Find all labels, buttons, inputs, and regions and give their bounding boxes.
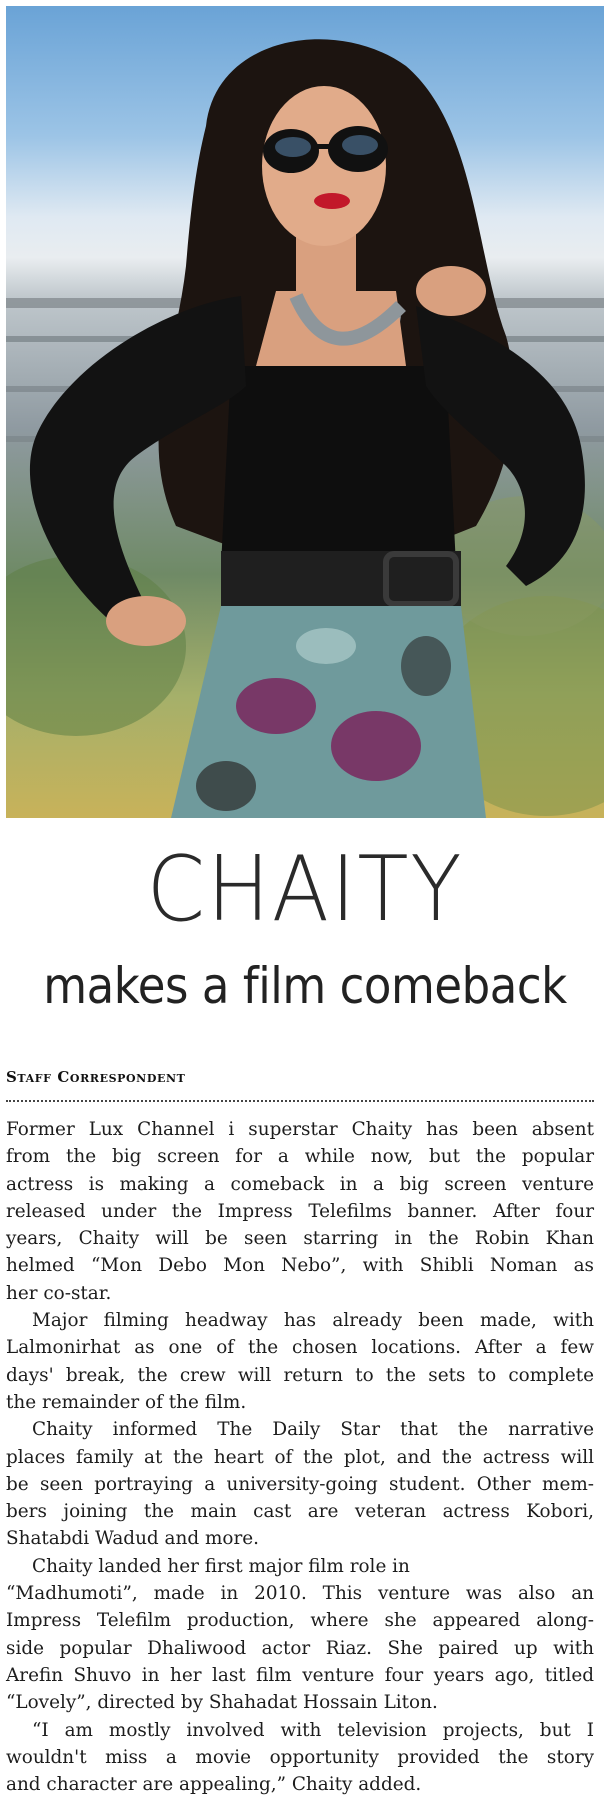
dotted-divider [6, 1100, 594, 1102]
body-line: Former Lux Channel i superstar Chaity has been absent [6, 1119, 594, 1140]
body-line: actress is making a comeback in a big screen venture [6, 1173, 594, 1195]
body-line: Major filming headway has already been made, with [32, 1310, 594, 1332]
body-line: be seen portraying a university-going student. Other mem- [6, 1473, 594, 1495]
body-line: and character are appealing,” Chaity added. [6, 1774, 422, 1796]
portrait-illustration [6, 6, 604, 818]
body-line: helmed “Mon Debo Mon Nebo”, with Shibli Noman as [6, 1255, 594, 1277]
body-line: places family at the heart of the plot, and the actress will [6, 1446, 594, 1468]
body-line: Chaity informed The Daily Star that the narrative [32, 1419, 594, 1441]
body-line: Lalmonirhat as one of the chosen locations. After a few [6, 1337, 594, 1359]
body-line: Chaity landed her first major film role in [32, 1555, 410, 1577]
body-line: Impress Telefilm production, where she appeared along- [6, 1610, 594, 1632]
body-line: the remainder of the film. [6, 1391, 247, 1413]
byline: Staff Correspondent [6, 1068, 186, 1086]
headline-kicker: CHAITY [146, 837, 464, 942]
body-line: her co-star. [6, 1282, 112, 1304]
body-line: Arefin Shuvo in her last film venture four years ago, titled [6, 1664, 594, 1686]
body-line: Shatabdi Wadud and more. [6, 1528, 259, 1550]
body-line: “Madhumoti”, made in 2010. This venture was also an [6, 1583, 594, 1605]
body-line: “I am mostly involved with television projects, but I [32, 1719, 594, 1741]
body-line: released under the Impress Telefilms banner. After four [6, 1200, 594, 1222]
body-line: side popular Dhaliwood actor Riaz. She paired up with [6, 1637, 594, 1659]
body-line: wouldn't miss a movie opportunity provided the story [6, 1746, 594, 1768]
article-photo [6, 6, 604, 818]
article-body [6, 1116, 594, 1798]
body-line: bers joining the main cast are veteran actress Kobori, [6, 1501, 594, 1523]
body-line: from the big screen for a while now, but the popular [6, 1146, 594, 1168]
body-line: “Lovely”, directed by Shahadat Hossain Liton. [6, 1692, 438, 1714]
headline: makes a film comeback [43, 957, 567, 1015]
body-line: days' break, the crew will return to the sets to complete [6, 1364, 594, 1386]
body-line: years, Chaity will be seen starring in the Robin Khan [6, 1228, 594, 1250]
